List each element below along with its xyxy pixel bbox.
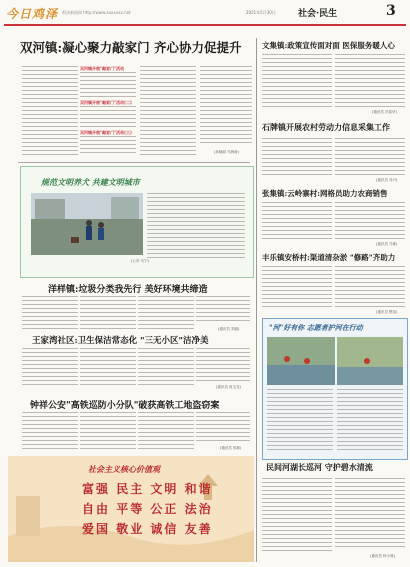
police-byline: (通讯员 郭林) [220, 446, 242, 450]
column-divider [256, 38, 257, 562]
section-title: 社会·民生 [298, 9, 338, 19]
police-col-2 [80, 412, 136, 450]
value-word: 诚信 [150, 522, 179, 536]
core-values-title: 社会主义核心价值观 [88, 464, 160, 474]
newspaper-logo: 今日鸡泽 [6, 7, 59, 21]
police-headline[interactable]: 钟祥公安"高铁巡防小分队"破获高铁工地盗窃案 [30, 401, 220, 411]
right-article-2-byline: (通讯员 邓兴) [376, 178, 398, 182]
lead-subhead-1: 双河镇开展"敲家门"活动 [80, 66, 125, 71]
lead-col-2a [80, 72, 136, 98]
lead-col-4 [200, 66, 252, 146]
right-article-3-byline: (通讯员 马林) [376, 242, 398, 246]
lead-col-2c [80, 136, 136, 156]
right-article-3-headline[interactable]: 张集镇:云岭寨村:网格员助力农商销售 [262, 189, 388, 198]
right-article-2-headline[interactable]: 石牌镇开展农村劳动力信息采集工作 [262, 122, 390, 132]
lead-col-2b [80, 106, 136, 128]
right-article-1-headline[interactable]: 文集镇:政策宣传面对面 医保服务暖人心 [262, 41, 395, 50]
value-word: 富强 [82, 482, 111, 496]
lead-body [22, 58, 252, 158]
garbage-headline[interactable]: 洋样镇:垃圾分类我先行 美好环境共缔造 [48, 285, 208, 295]
page-number: 3 [386, 3, 396, 19]
civilization-photo [31, 193, 143, 255]
right-article-5-col-1 [262, 478, 332, 554]
civilization-text [147, 193, 245, 259]
value-word: 法治 [184, 502, 213, 516]
river-text-2 [337, 389, 403, 453]
civilization-banner-title: 规范文明养犬 共建文明城市 [41, 177, 140, 187]
garbage-col-2 [80, 296, 136, 330]
values-row-2 [82, 500, 213, 517]
right-article-4-headline[interactable]: 丰乐镇安桥村:渠道清杂淤 "修路"齐助力 [262, 253, 396, 262]
right-article-4-col-1 [262, 266, 332, 310]
value-word: 民主 [116, 482, 145, 496]
wangzhuang-col-2 [80, 348, 136, 388]
website-label[interactable]: 鸡泽新闻网 http://www.xxxxxxx.net [62, 10, 131, 15]
value-word: 敬业 [116, 522, 145, 536]
lead-subhead-2: 双河镇开展"敲家门"活动(二) [80, 100, 132, 105]
right-article-1-byline: (通讯员 冯春华) [372, 110, 397, 114]
right-article-1-col-1 [262, 54, 332, 110]
river-box [262, 318, 408, 460]
lead-byline: (孙晓丽 马海涛) [214, 150, 239, 154]
police-col-1 [22, 412, 78, 450]
value-word: 友善 [184, 522, 213, 536]
issue-date: 2021年5月30日 [246, 10, 276, 15]
right-article-1-col-2 [335, 54, 405, 110]
garbage-col-4 [196, 296, 250, 324]
masthead-rule [4, 24, 406, 26]
divider [18, 162, 250, 163]
police-col-3 [138, 412, 194, 450]
civilization-box [20, 166, 254, 278]
values-row-1 [82, 480, 213, 497]
civilization-caption: (公安 马宁) [131, 259, 149, 263]
wangzhuang-col-1 [22, 348, 78, 388]
value-word: 自由 [82, 502, 111, 516]
garbage-col-3 [138, 296, 194, 330]
lead-col-3 [140, 66, 196, 156]
lead-headline[interactable]: 双河镇:凝心聚力敲家门 齐心协力促提升 [20, 40, 242, 55]
masthead [0, 0, 410, 26]
right-article-4-col-2 [335, 266, 405, 310]
value-word: 爱国 [82, 522, 111, 536]
river-photo-2 [337, 337, 403, 385]
value-word: 平等 [116, 502, 145, 516]
right-article-3-col-1 [262, 202, 332, 242]
lead-subhead-3: 双河镇开展"敲家门"活动(三) [80, 130, 132, 135]
right-article-3-col-2 [335, 202, 405, 242]
right-article-5-headline[interactable]: 民间河湖长巡河 守护碧水清流 [266, 462, 373, 472]
police-col-4 [196, 412, 250, 444]
wangzhuang-col-3 [138, 348, 194, 388]
right-article-5-col-2 [335, 478, 405, 550]
value-word: 公正 [150, 502, 179, 516]
right-article-2-col-1 [262, 138, 332, 178]
value-word: 和谐 [184, 482, 213, 496]
river-text-1 [267, 389, 333, 453]
right-article-5-byline: (通讯员 钟小燕) [370, 554, 395, 558]
values-row-3 [82, 520, 213, 537]
wangzhuang-col-4 [196, 348, 250, 382]
right-article-4-byline: (通讯员 樊苗) [376, 310, 398, 314]
garbage-col-1 [22, 296, 78, 330]
value-word: 文明 [150, 482, 179, 496]
lead-col-1 [22, 66, 78, 156]
wangzhuang-byline: (通讯员 蒋玉龙) [216, 385, 241, 389]
river-photo-1 [267, 337, 335, 385]
wangzhuang-headline[interactable]: 王家湾社区:卫生保洁常态化 "三无小区"洁净美 [32, 336, 209, 346]
river-banner-title: "河"好有你 志愿者护河在行动 [269, 323, 363, 332]
right-article-2-col-2 [335, 138, 405, 178]
garbage-byline: (通讯员 刘丽) [218, 327, 240, 331]
core-values-banner [8, 456, 254, 562]
